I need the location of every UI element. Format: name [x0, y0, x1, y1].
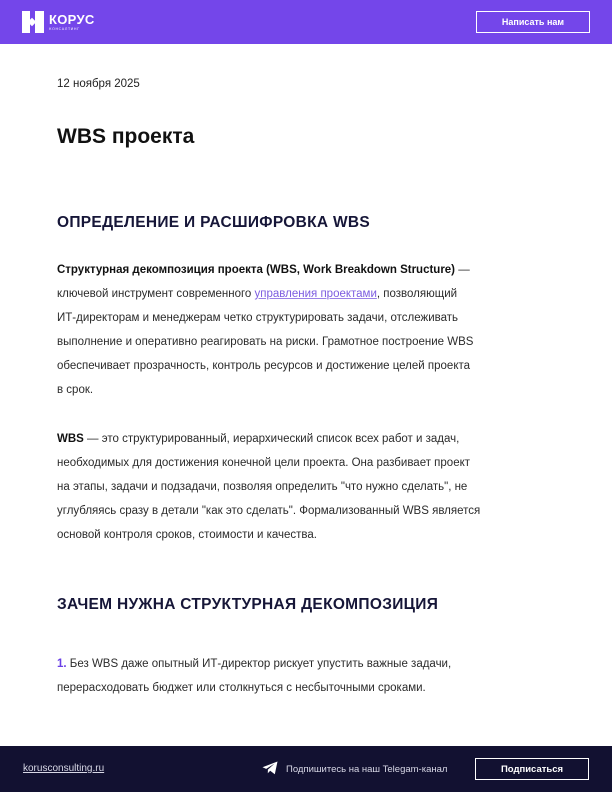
article-date: 12 ноября 2025	[57, 78, 140, 90]
text: , позволяющий	[376, 288, 458, 300]
paragraph-line: на этапы, задачи и подзадачи, позволяя определить "что нужно сделать", не	[57, 481, 468, 493]
section-heading-why: ЗАЧЕМ НУЖНА СТРУКТУРНАЯ ДЕКОМПОЗИЦИЯ	[57, 596, 439, 613]
paragraph-wbs-explanation	[57, 427, 557, 547]
site-link[interactable]: korusconsulting.ru	[23, 763, 105, 774]
paragraph-wbs-definition	[57, 258, 557, 402]
paragraph-line	[57, 258, 557, 282]
logo-subtitle: КОНСАЛТИНГ	[49, 26, 80, 31]
list-item	[57, 652, 557, 700]
paragraph-line	[57, 652, 557, 676]
page-footer	[0, 746, 612, 792]
bold-term: WBS	[57, 433, 84, 445]
logo-text	[49, 13, 95, 32]
korus-logo[interactable]	[22, 11, 95, 33]
subscribe-button[interactable]: Подписаться	[475, 758, 589, 780]
list-number: 1.	[57, 658, 67, 670]
bold-term: Структурная декомпозиция проекта (WBS, Work Breakdown Structure)	[57, 264, 456, 276]
paragraph-line	[57, 427, 557, 451]
project-management-link[interactable]: управления проектами	[254, 288, 377, 300]
text: Без WBS даже опытный ИТ-директор рискует упустить важные задачи,	[66, 658, 452, 670]
paragraph-line: ИТ-директорам и менеджерам четко структурировать задачи, отслеживать	[57, 312, 458, 324]
article-title: WBS проекта	[57, 125, 195, 148]
section-heading-definition: ОПРЕДЕЛЕНИЕ И РАСШИФРОВКА WBS	[57, 214, 371, 231]
page-header	[0, 0, 612, 44]
paragraph-line: перерасходовать бюджет или столкнуться с несбыточными сроками.	[57, 682, 426, 694]
paragraph-line	[57, 282, 557, 306]
paragraph-line: углубляясь сразу в детали "как это сделать". Формализованный WBS является	[57, 505, 481, 517]
paragraph-line: обеспечивает прозрачность, контроль ресурсов и достижение целей проекта	[57, 360, 471, 372]
logo-mark-icon	[22, 11, 44, 33]
text: —	[455, 264, 470, 276]
paragraph-line: выполнение и оперативно реагировать на риски. Грамотное построение WBS	[57, 336, 474, 348]
telegram-subscribe-text[interactable]: Подпишитесь на наш Telegam-канал	[286, 764, 448, 775]
telegram-icon[interactable]	[262, 761, 278, 775]
text: — это структурированный, иерархический список всех работ и задач,	[83, 433, 460, 445]
paragraph-line: в срок.	[57, 384, 94, 396]
paragraph-line: необходимых для достижения конечной цели проекта. Она разбивает проект	[57, 457, 471, 469]
paragraph-line: основой контроля сроков, стоимости и качества.	[57, 529, 317, 541]
logo-name: КОРУС	[49, 11, 95, 27]
text: ключевой инструмент современного	[57, 288, 255, 300]
contact-us-button[interactable]: Написать нам	[476, 11, 590, 33]
